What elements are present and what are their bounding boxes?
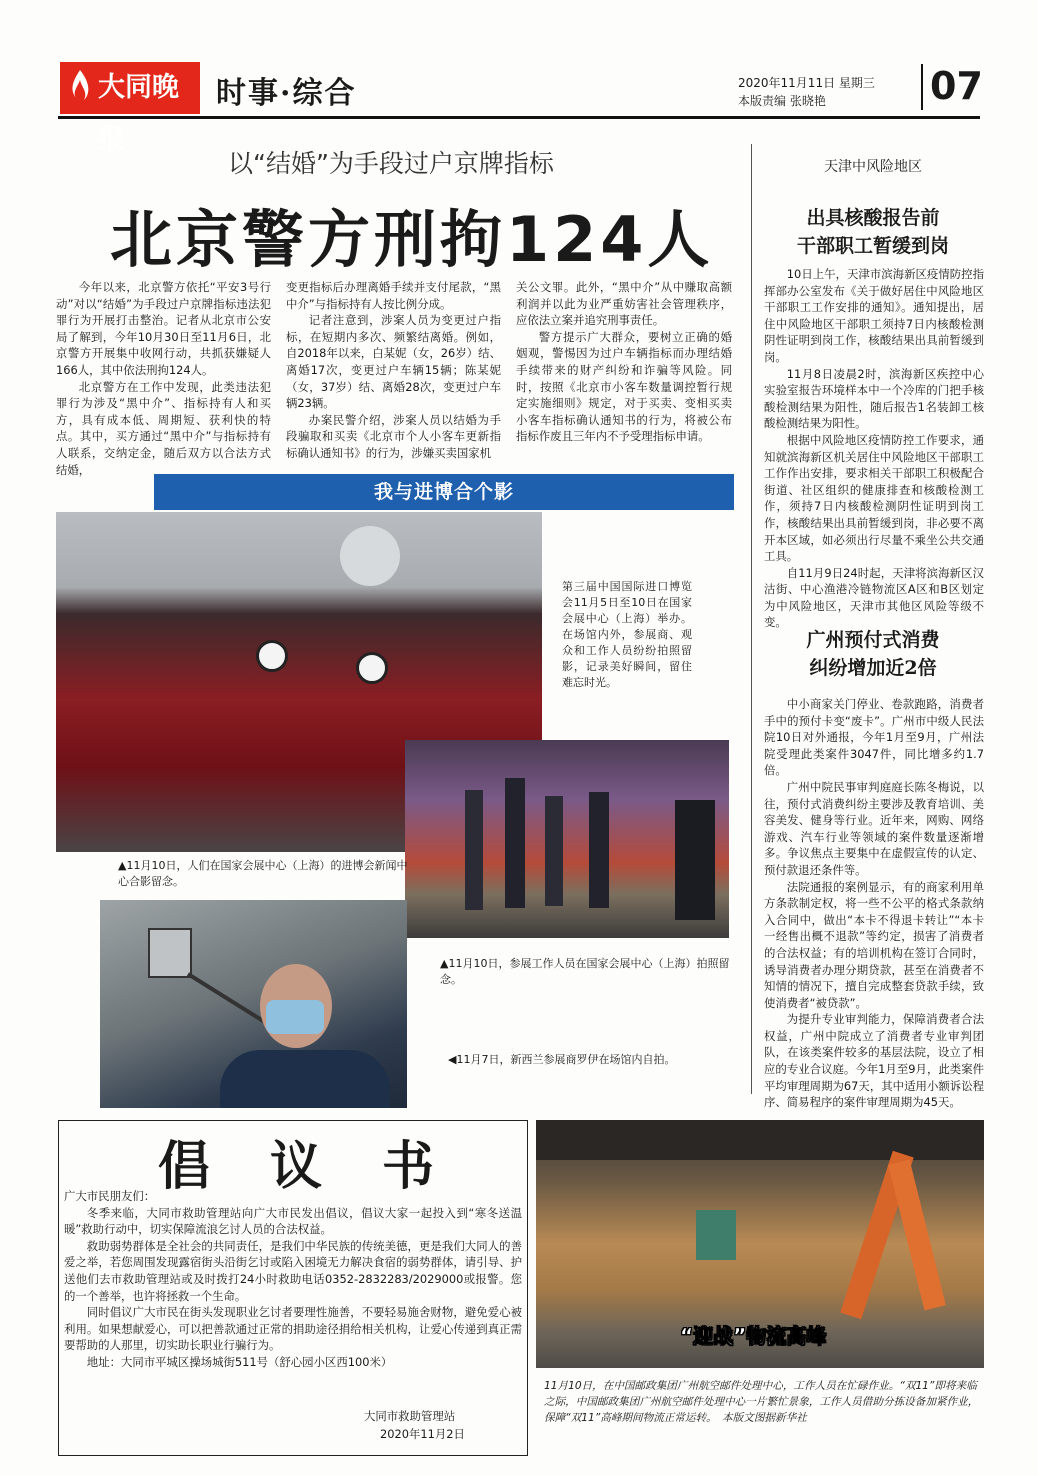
warehouse-roof: [536, 1120, 984, 1160]
page-editor: 本版责编 张晓艳: [738, 94, 826, 108]
paragraph: 为提升专业审判能力，保障消费者合法权益，广州中院成立了消费者专业审判团队，在该类案件较多的基层法院，设立了相应的专业合议庭。今年1月至9月，此类案件平均审理周期为67天，其中适用小额诉讼程序、简易程序的案件审理周期为45天。: [764, 1012, 984, 1110]
title-line: 广州预付式消费: [806, 629, 940, 651]
paragraph: 中小商家关门停业、卷款跑路，消费者手中的预付卡变“废卡”。广州市中级人民法院10日对外通报，今年1月至9月，广州法院受理此类案件3047件，同比增多约1.7倍。: [764, 697, 984, 778]
header-divider: [921, 64, 923, 110]
logistics-caption: 11月10日，在中国邮政集团广州航空邮件处理中心，工作人员在忙碌作业。“双11”即将来临之际，中国邮政集团广州航空邮件处理中心一片繁忙景象，工作人员借助分拣设备加紧作业，保障“双11”高峰期间物流正常运转。 本版文图据新华社: [544, 1380, 979, 1424]
paragraph: 记者注意到，涉案人员为变更过户指标，在短期内多次、频繁结离婚。例如，自2018年以来，白某妮（女，26岁）结、离婚17次，变更过户车辆15辆；陈某妮（女，37岁）结、离婚28次，变更过户车辆23辆。: [286, 313, 501, 411]
address: 地址：大同市平城区操场城街511号（舒心园小区西100米）: [86, 1354, 393, 1369]
paragraph: 办案民警介绍，涉案人员以结婚为手段骗取和买卖《北京市个人小客车更新指标确认通知书》的行为，涉嫌买卖国家机: [286, 412, 501, 460]
proposal-body: [64, 1188, 522, 1371]
paragraph: 变更指标后办理离婚手续并支付尾款，“黑中介”与指标持有人按比例分成。: [286, 280, 501, 311]
expo-logo-graphic: [340, 526, 400, 586]
person-silhouette: [505, 778, 525, 908]
paragraph: 根据中风险地区疫情防控工作要求，通知就滨海新区机关居住中风险地区干部职工工作作出安排，要求相关干部职工积极配合街道、社区组织的健康排查和核酸检测工作，须持7日内核酸检测阴性证明到岗工作，核酸结果出具前暂缓到岗，非必要不离开本区域，如必须出行尽量不乘坐公共交通工具。: [764, 432, 984, 564]
panda-mascot: [256, 640, 288, 672]
salutation: 广大市民朋友们：: [64, 1189, 156, 1203]
photo-caption-staff: ▲11月10日，参展工作人员在国家会展中心（上海）拍照留念。: [440, 957, 730, 986]
paragraph: 自11月9日24时起，天津将滨海新区汉沽街、中心渔港冷链物流区A区和B区划定为中风险地区，天津市其他区风险等级不变。: [764, 565, 984, 630]
photo-caption-expo: 第三届中国国际进口博览会11月5日至10日在国家会展中心（上海）举办。在场馆内外，参展商、观众和工作人员纷纷拍照留影，记录美好瞬间，留住难忘时光。: [562, 580, 692, 689]
article-column-3: [516, 279, 732, 445]
paragraph: 警方提示广大群众，要树立正确的婚姻观，警惕因为过户车辆指标而办理结婚手续带来的财产纠纷和诈骗等风险。同时，按照《北京市小客车数量调控暂行规定实施细则》规定，对于买卖、变相买卖小客车指标确认通知书的行为，将被公布指标作废且三年内不予受理指标申请。: [516, 329, 732, 444]
article-column-1: [56, 279, 271, 478]
flame-logo-icon: [66, 68, 94, 108]
person-silhouette: [675, 800, 715, 920]
conveyor-chute: [888, 1160, 946, 1311]
page-number: 07: [930, 64, 983, 108]
face-mask: [266, 1000, 324, 1034]
title-line: 干部职工暂缓到岗: [796, 235, 949, 257]
right-kicker: 天津中风险地区: [824, 159, 922, 175]
article-column-2: [286, 279, 501, 462]
phone-on-stick: [148, 928, 192, 978]
forklift: [696, 1210, 736, 1260]
article-kicker: 以“结婚”为手段过户京牌指标: [228, 149, 554, 178]
paragraph: 今年以来，北京警方依托“平安3号行动”对以“结婚”为手段过户京牌指标违法犯罪行为开展打击整治。记者从北京市公安局了解到，今年10月30日至11月6日，北京警方开展集中收网行动，共抓获嫌疑人166人，其中依法刑拘124人。: [56, 280, 271, 377]
article-headline: 北京警方刑拘124人: [110, 203, 714, 276]
paragraph: 关公文罪。此外，“黑中介”从中赚取高额利润并以此为业严重妨害社会管理秩序，应依法立案并追究刑事责任。: [516, 280, 732, 328]
photo-caption-selfie: ◀11月7日，新西兰参展商罗伊在场馆内自拍。: [448, 1053, 676, 1066]
paragraph: 冬季来临，大同市救助管理站向广大市民发出倡议，倡议大家一起投入到“寒冬送温暖”救助行动中，切实保障流浪乞讨人员的合法权益。: [64, 1205, 522, 1237]
paragraph: 广州中院民事审判庭庭长陈冬梅说，以往，预付式消费纠纷主要涉及教育培训、美容美发、健身等行业。近年来，网购、网络游戏、汽车行业等领域的案件数量逐渐增多。争议焦点主要集中在虚假宣传的认定、预付款退还条件等。: [764, 779, 984, 877]
issue-date: 2020年11月11日 星期三: [738, 76, 875, 90]
person-silhouette: [465, 790, 483, 910]
proposal-date: 2020年11月2日: [380, 1427, 465, 1441]
story2-body: [764, 696, 984, 1111]
section-title: 时事·综合: [216, 76, 357, 111]
photo-caption-crowd: ▲11月10日，人们在国家会展中心（上海）的进博会新闻中心合影留念。: [118, 859, 408, 888]
story1-body: [764, 266, 984, 631]
person-silhouette: [545, 796, 563, 906]
person-suit: [220, 1050, 390, 1108]
proposal-title: 倡议书: [158, 1136, 495, 1197]
proposal-signature: 大同市救助管理站: [364, 1409, 456, 1423]
paragraph: 救助弱势群体是全社会的共同责任，是我们中华民族的传统美德，更是我们大同人的善爱之举，若您周围发现露宿街头沿街乞讨或陷入困境无力解决食宿的弱势群体，请引导、护送他们去市救助管理站或及时拨打24小时救助电话0352-2832283/2029000或报警。您的一个善举，也许将拯救一个生命。: [64, 1238, 522, 1303]
story1-title: [764, 204, 982, 260]
column-divider: [751, 144, 752, 1094]
story2-title: [764, 626, 982, 682]
staff-photo: [405, 740, 729, 938]
paragraph: 北京警方在工作中发现，此类违法犯罪行为涉及“黑中介”、指标持有人和买方，具有成本低、周期短、获利快的特点。其中，买方通过“黑中介”与指标持有人联系，交纳定金，随后双方以合法方式结婚，: [56, 379, 271, 477]
paragraph: 10日上午，天津市滨海新区疫情防控指挥部办公室发布《关于做好居住中风险地区干部职工工作安排的通知》。通知提出，居住中风险地区干部职工须持7日内核酸检测阴性证明到岗工作，核酸结果出具前暂缓到岗。: [764, 267, 984, 364]
title-line: 纠纷增加近2倍: [809, 657, 937, 679]
title-line: 出具核酸报告前: [806, 207, 940, 229]
paragraph: 11月8日凌晨2时，滨海新区疾控中心实验室报告环境样本中一个冷库的门把手核酸检测结果为阳性，随后报告1名装卸工核酸检测结果为阳性。: [764, 366, 984, 431]
paragraph: 同时倡议广大市民在街头发现职业乞讨者要理性施善，不要轻易施舍财物，避免爱心被利用。如果想献爱心，可以把善款通过正常的捐助途径捐给相关机构，让爱心传递到真正需要帮助的人那里，切实助长职业行骗行为。: [64, 1305, 522, 1353]
paragraph: 法院通报的案例显示，有的商家利用单方条款制定权，将一些不公平的格式条款纳入合同中，做出“本卡不得退卡转让”“本卡一经售出概不退款”等约定，损害了消费者的合法权益；有的培训机构在签订合同时，诱导消费者办理分期贷款，甚至在消费者不知情的情况下，擅自完成整套贷款手续，致使消费者“被贷款”。: [764, 879, 984, 1010]
selfie-photo: [100, 900, 407, 1108]
person-silhouette: [589, 792, 609, 908]
header-rule: [58, 116, 980, 119]
logo-text: 大同晚报: [98, 72, 179, 155]
photo-section-banner: 我与进博合个影: [154, 474, 734, 510]
logistics-photo-label: “迎战”物流高峰: [680, 1324, 827, 1348]
panda-mascot: [356, 652, 388, 684]
